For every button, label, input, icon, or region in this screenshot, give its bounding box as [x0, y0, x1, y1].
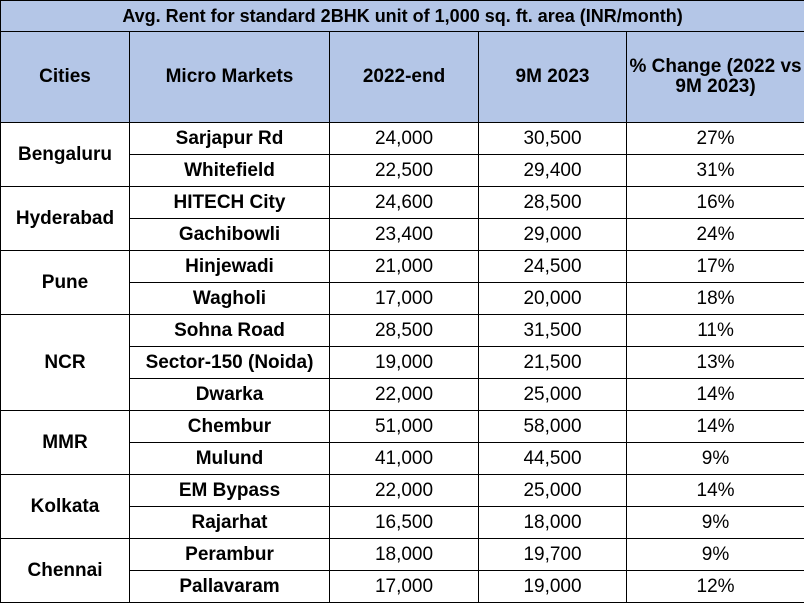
rent-9m-2023-cell: 25,000 [479, 379, 627, 411]
rent-2022-end-cell: 16,500 [330, 507, 479, 539]
micro-market-cell: Rajarhat [130, 507, 330, 539]
rent-2022-end-cell: 51,000 [330, 411, 479, 443]
rent-2022-end-cell: 24,600 [330, 187, 479, 219]
percent-change-cell: 12% [627, 571, 804, 603]
table-title: Avg. Rent for standard 2BHK unit of 1,000 sq. ft. area (INR/month) [1, 1, 804, 32]
column-header-percent-change: % Change (2022 vs 9M 2023) [627, 32, 804, 123]
percent-change-cell: 9% [627, 507, 804, 539]
rent-9m-2023-cell: 24,500 [479, 251, 627, 283]
city-cell: Kolkata [1, 475, 130, 539]
micro-market-cell: Chembur [130, 411, 330, 443]
micro-market-cell: Sohna Road [130, 315, 330, 347]
percent-change-cell: 18% [627, 283, 804, 315]
rent-2022-end-cell: 17,000 [330, 283, 479, 315]
rent-9m-2023-cell: 21,500 [479, 347, 627, 379]
table-body [1, 123, 804, 603]
percent-change-cell: 17% [627, 251, 804, 283]
rent-2022-end-cell: 19,000 [330, 347, 479, 379]
rent-9m-2023-cell: 28,500 [479, 187, 627, 219]
micro-market-cell: Hinjewadi [130, 251, 330, 283]
percent-change-cell: 14% [627, 379, 804, 411]
city-cell: Chennai [1, 539, 130, 603]
table-row [1, 539, 804, 571]
rent-9m-2023-cell: 18,000 [479, 507, 627, 539]
percent-change-cell: 13% [627, 347, 804, 379]
percent-change-cell: 27% [627, 123, 804, 155]
table-row [1, 315, 804, 347]
micro-market-cell: Dwarka [130, 379, 330, 411]
micro-market-cell: Gachibowli [130, 219, 330, 251]
rent-9m-2023-cell: 29,000 [479, 219, 627, 251]
rent-9m-2023-cell: 19,000 [479, 571, 627, 603]
column-header-micro-markets: Micro Markets [130, 32, 330, 123]
percent-change-cell: 24% [627, 219, 804, 251]
city-cell: Hyderabad [1, 187, 130, 251]
percent-change-cell: 16% [627, 187, 804, 219]
city-cell: Pune [1, 251, 130, 315]
rent-9m-2023-cell: 44,500 [479, 443, 627, 475]
table-row [1, 411, 804, 443]
percent-change-cell: 31% [627, 155, 804, 187]
rent-9m-2023-cell: 19,700 [479, 539, 627, 571]
rent-9m-2023-cell: 29,400 [479, 155, 627, 187]
micro-market-cell: Pallavaram [130, 571, 330, 603]
rent-9m-2023-cell: 30,500 [479, 123, 627, 155]
rent-2022-end-cell: 21,000 [330, 251, 479, 283]
rent-2022-end-cell: 22,000 [330, 475, 479, 507]
percent-change-cell: 14% [627, 475, 804, 507]
percent-change-cell: 9% [627, 539, 804, 571]
micro-market-cell: Perambur [130, 539, 330, 571]
rent-2022-end-cell: 17,000 [330, 571, 479, 603]
rent-9m-2023-cell: 58,000 [479, 411, 627, 443]
table-row [1, 251, 804, 283]
percent-change-cell: 14% [627, 411, 804, 443]
rent-9m-2023-cell: 31,500 [479, 315, 627, 347]
percent-change-cell: 9% [627, 443, 804, 475]
rent-2022-end-cell: 22,500 [330, 155, 479, 187]
city-cell: Bengaluru [1, 123, 130, 187]
rent-2022-end-cell: 22,000 [330, 379, 479, 411]
table-row [1, 123, 804, 155]
micro-market-cell: Mulund [130, 443, 330, 475]
table-row [1, 187, 804, 219]
city-cell: MMR [1, 411, 130, 475]
rent-2022-end-cell: 41,000 [330, 443, 479, 475]
rent-2022-end-cell: 23,400 [330, 219, 479, 251]
micro-market-cell: HITECH City [130, 187, 330, 219]
rent-2022-end-cell: 24,000 [330, 123, 479, 155]
rent-2022-end-cell: 18,000 [330, 539, 479, 571]
column-header-2022-end: 2022-end [330, 32, 479, 123]
rent-9m-2023-cell: 20,000 [479, 283, 627, 315]
percent-change-cell: 11% [627, 315, 804, 347]
rent-2022-end-cell: 28,500 [330, 315, 479, 347]
micro-market-cell: Sector-150 (Noida) [130, 347, 330, 379]
column-header-cities: Cities [1, 32, 130, 123]
micro-market-cell: Sarjapur Rd [130, 123, 330, 155]
rent-9m-2023-cell: 25,000 [479, 475, 627, 507]
column-header-9m-2023: 9M 2023 [479, 32, 627, 123]
city-cell: NCR [1, 315, 130, 411]
micro-market-cell: EM Bypass [130, 475, 330, 507]
micro-market-cell: Wagholi [130, 283, 330, 315]
table-row [1, 475, 804, 507]
micro-market-cell: Whitefield [130, 155, 330, 187]
